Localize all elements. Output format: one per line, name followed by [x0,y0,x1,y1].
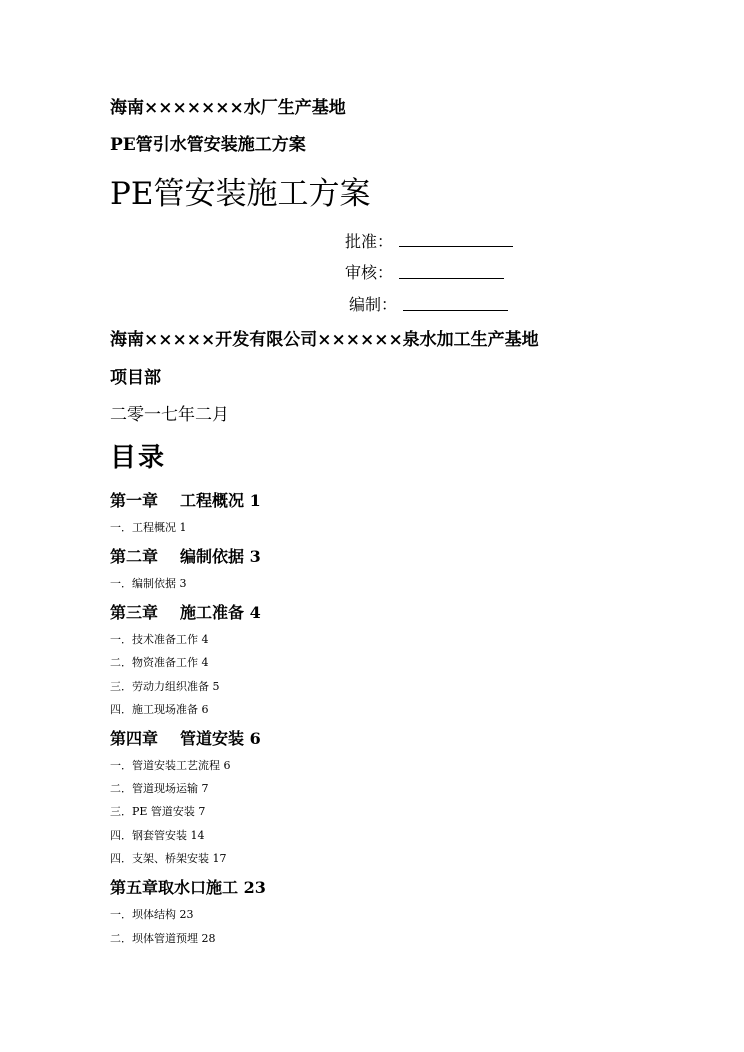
chapter-title: 施工准备 4 [180,603,261,622]
toc-chapter-2 [110,544,261,567]
toc-item: 四．支架、桥架安装 17 [110,852,227,865]
approve-label: 批准： [344,232,393,251]
toc-item: 二．坝体管道预埋 28 [110,932,216,945]
toc-chapter-1 [110,488,261,511]
review-label: 审核： [344,263,393,282]
toc-chapter-5: 第五章取水口施工 23 [110,878,266,897]
toc-item: 四．施工现场准备 6 [110,703,209,716]
company-line1: 海南×××××开发有限公司××××××泉水加工生产基地 [110,330,539,350]
project-name-line2: PE管引水管安装施工方案 [110,135,306,155]
chapter-number: 第一章 [110,491,159,510]
toc-item: 二．管道现场运输 7 [110,782,209,795]
toc-item: 三．劳动力组织准备 5 [110,680,220,693]
chapter-number: 第二章 [110,547,159,566]
chapter-title: 编制依据 3 [180,547,261,566]
toc-item: 三．PE 管道安装 7 [110,805,206,818]
toc-item: 一．管道安装工艺流程 6 [110,759,231,772]
main-title: PE管安装施工方案 [110,176,371,212]
review-line [399,262,504,279]
toc-item: 二．物资准备工作 4 [110,656,209,669]
chapter-number: 第三章 [110,603,159,622]
document-date: 二零一七年二月 [110,405,229,425]
prepare-label: 编制： [348,295,397,314]
project-name-line1: 海南×××××××水厂生产基地 [110,98,346,118]
chapter-title: 管道安装 6 [180,729,261,748]
toc-item: 一．编制依据 3 [110,577,187,590]
toc-chapter-3 [110,600,261,623]
approve-line [399,230,513,247]
prepare-line [403,294,508,311]
toc-title: 目录 [110,443,167,473]
toc-chapter-4 [110,726,261,749]
company-line2: 项目部 [110,368,161,388]
toc-item: 一．技术准备工作 4 [110,633,209,646]
chapter-number: 第四章 [110,729,159,748]
chapter-title: 工程概况 1 [180,491,261,510]
toc-item: 一．坝体结构 23 [110,908,194,921]
toc-item: 一．工程概况 1 [110,521,187,534]
toc-item: 四．钢套管安装 14 [110,829,205,842]
